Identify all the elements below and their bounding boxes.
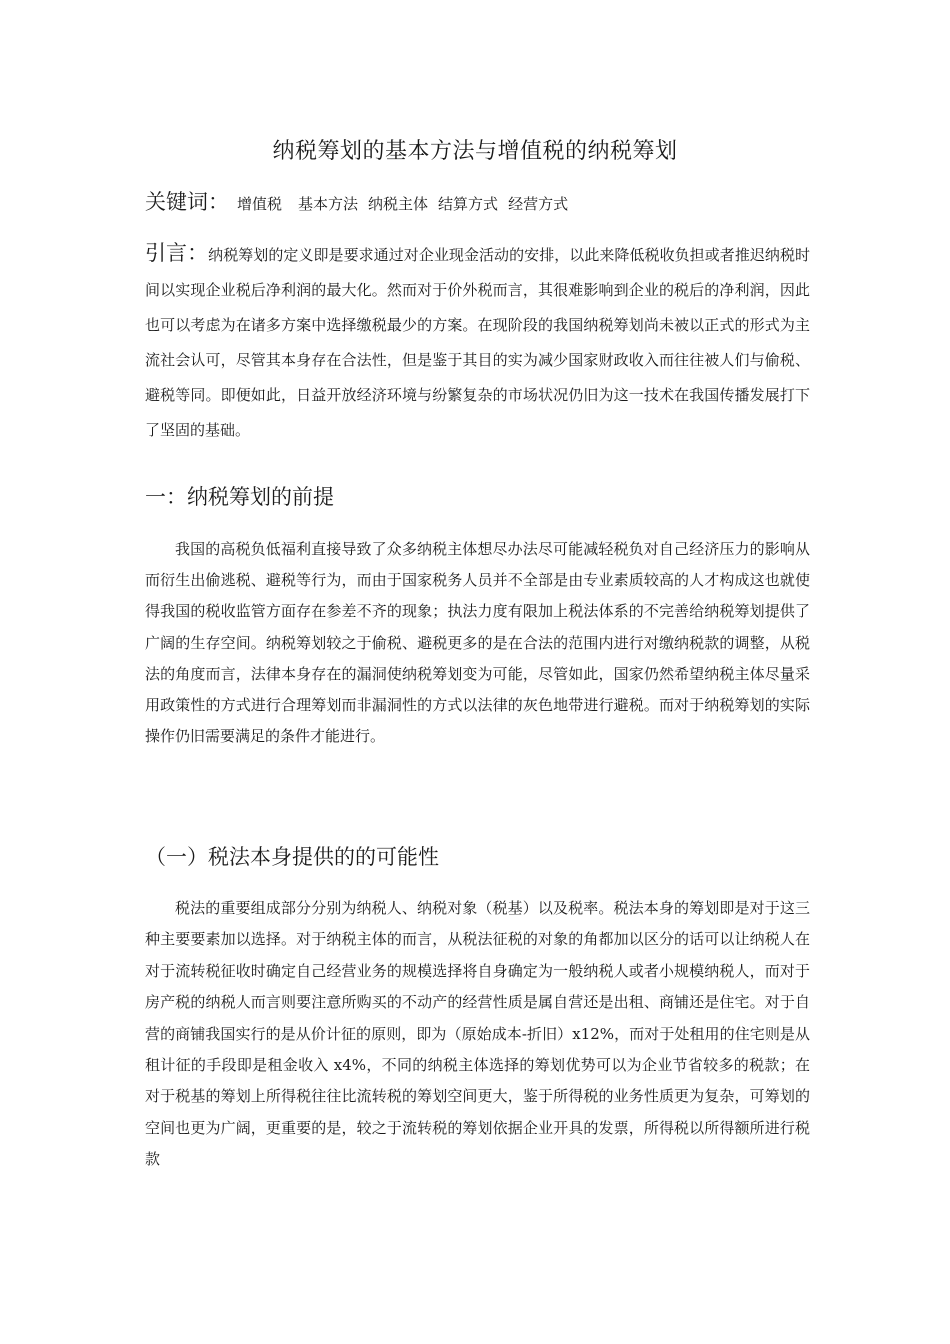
intro-paragraph bbox=[145, 236, 810, 448]
subsection-heading: （一）税法本身提供的的可能性 bbox=[145, 845, 439, 869]
keyword-item: 纳税主体 bbox=[368, 195, 429, 213]
intro-text: 纳税筹划的定义即是要求通过对企业现金活动的安排，以此来降低税收负担或者推迟纳税时间以实现企业税后净利润的最大化。然而对于价外税而言，其很难影响到企业的税后的净利润，因此也可以考虑为在诸多方案中选择缴税最少的方案。在现阶段的我国纳税筹划尚未被以正式的形式为主流社会认可，尽管其本身存在合法性，但是鉴于其目的实为减少国家财政收入而往往被人们与偷税、避税等同。即便如此，日益开放经济环境与纷繁复杂的市场状况仍旧为这一技术在我国传播发展打下了坚固的基础。 bbox=[145, 246, 811, 439]
body-paragraph: 税法的重要组成部分分别为纳税人、纳税对象（税基）以及税率。税法本身的筹划即是对于这三种主要要素加以选择。对于纳税主体的而言，从税法征税的对象的角都加以区分的话可以让纳税人在对于流转税征收时确定自己经营业务的规模选择将自身确定为一般纳税人或者小规模纳税人，而对于房产税的纳税人而言则要注意所购买的不动产的经营性质是属自营还是出租、商铺还是住宅。对于自营的商铺我国实行的是从价计征的原则，即为（原始成本-折旧）x12%，而对于处租用的住宅则是从租计征的手段即是租金收入 x4%，不同的纳税主体选择的筹划优势可以为企业节省较多的税款；在对于税基的筹划上所得税往往比流转税的筹划空间更大，鉴于所得税的业务性质更为复杂，可筹划的空间也更为广阔，更重要的是，较之于流转税的筹划依据企业开具的发票，所得税以所得额所进行税款 bbox=[145, 899, 810, 1169]
keyword-item: 基本方法 bbox=[298, 195, 359, 213]
section-heading: 一：纳税筹划的前提 bbox=[145, 485, 334, 509]
document-title: 纳税筹划的基本方法与增值税的纳税筹划 bbox=[272, 139, 678, 164]
keywords-label: 关键词： bbox=[145, 190, 229, 214]
keyword-item: 增值税 bbox=[237, 195, 283, 213]
intro-label: 引言： bbox=[145, 241, 209, 265]
body-paragraph: 我国的高税负低福利直接导致了众多纳税主体想尽办法尽可能减轻税负对自己经济压力的影响从而衍生出偷逃税、避税等行为，而由于国家税务人员并不全部是由专业素质较高的人才构成这也就使得我国的税收监管方面存在参差不齐的现象；执法力度有限加上税法体系的不完善给纳税筹划提供了广阔的生存空间。纳税筹划较之于偷税、避税更多的是在合法的范围内进行对缴纳税款的调整，从税法的角度而言，法律本身存在的漏洞使纳税筹划变为可能，尽管如此，国家仍然希望纳税主体尽量采用政策性的方式进行合理筹划而非漏洞性的方式以法律的灰色地带进行避税。而对于纳税筹划的实际操作仍旧需要满足的条件才能进行。 bbox=[145, 540, 810, 746]
keyword-item: 经营方式 bbox=[508, 195, 569, 213]
keywords-row bbox=[145, 186, 810, 216]
keyword-item: 结算方式 bbox=[438, 195, 499, 213]
